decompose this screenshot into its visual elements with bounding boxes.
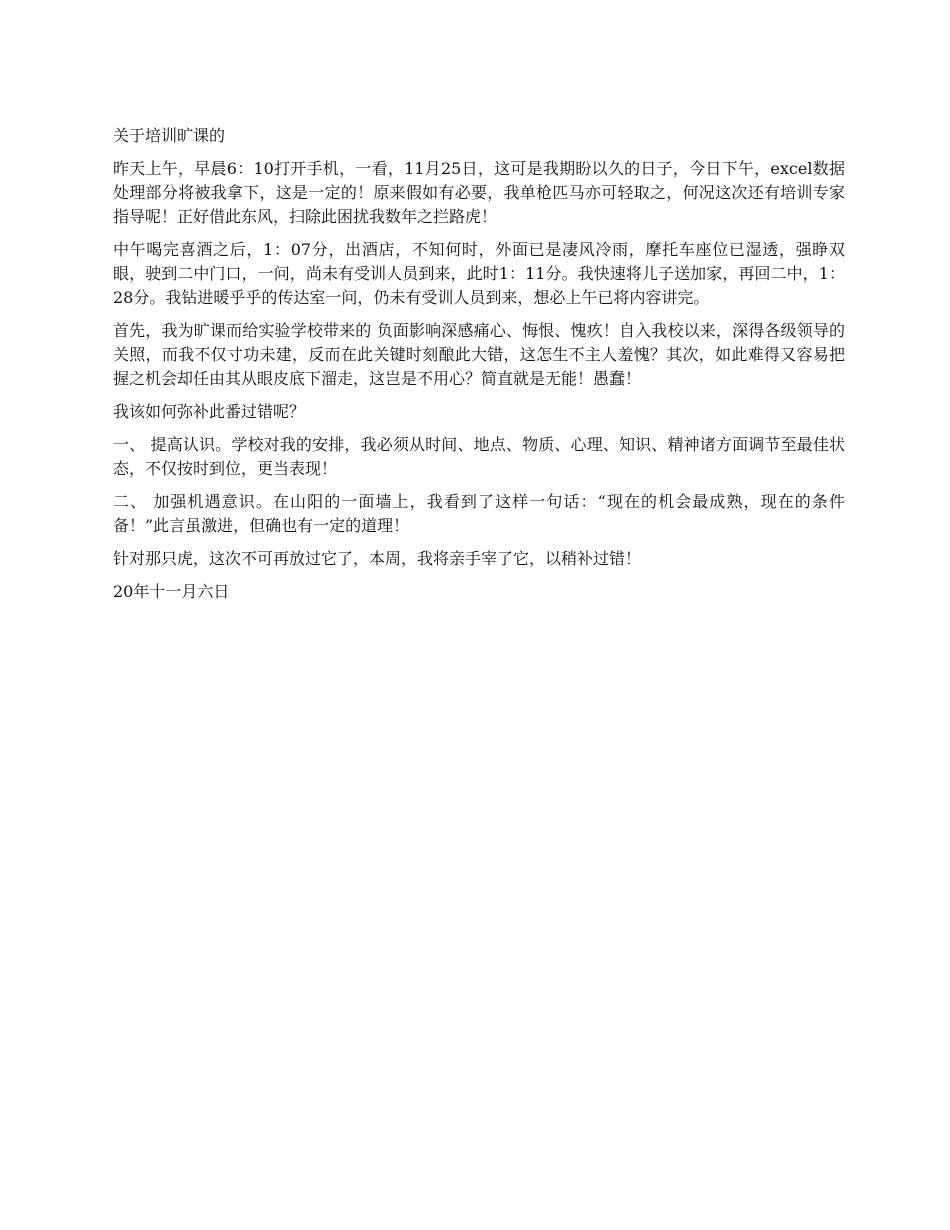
paragraph-noon: 中午喝完喜酒之后，1：07分，出酒店，不知何时，外面已是凄风冷雨，摩托车座位已湿透，强睁双眼，驶到二中门口，一问，尚未有受训人员到来，此时1：11分。我快速将儿子送加家，再回二中，1：28分。我钻进暖乎乎的传达室一问，仍未有受训人员到来，想必上午已将内容讲完。 <box>113 240 845 307</box>
paragraph-point-one: 一、 提高认识。学校对我的安排，我必须从时间、地点、物质、心理、知识、精神诸方面调节至最佳状态，不仅按时到位，更当表现！ <box>113 435 845 478</box>
document-title: 关于培训旷课的 <box>113 126 226 145</box>
paragraph-point-two: 二、 加强机遇意识。在山阳的一面墙上，我看到了这样一句话：“现在的机会最成熟，现在的条件备！”此言虽激进，但确也有一定的道理！ <box>113 492 845 535</box>
paragraph-question: 我该如何弥补此番过错呢？ <box>113 402 306 421</box>
paragraph-intro: 昨天上午，早晨6：10打开手机，一看，11月25日，这可是我期盼以久的日子，今日下午，excel数据处理部分将被我拿下，这是一定的！原来假如有必要，我单枪匹马亦可轻取之，何况这次还有培训专家指导呢！正好借此东风，扫除此困扰我数年之拦路虎！ <box>113 159 845 226</box>
paragraph-reflection: 首先，我为旷课而给实验学校带来的 负面影响深感痛心、悔恨、愧疚！自入我校以来，深得各级领导的关照，而我不仅寸功未建，反而在此关键时刻酿此大错，这怎生不主人羞愧？其次，如此难得又容易把握之机会却任由其从眼皮底下溜走，这岂是不用心？简直就是无能！愚蠢！ <box>113 321 845 388</box>
document-date: 20年十一月六日 <box>113 582 230 601</box>
paragraph-resolution: 针对那只虎，这次不可再放过它了，本周，我将亲手宰了它，以稍补过错！ <box>113 549 642 568</box>
document-body <box>113 124 845 613</box>
